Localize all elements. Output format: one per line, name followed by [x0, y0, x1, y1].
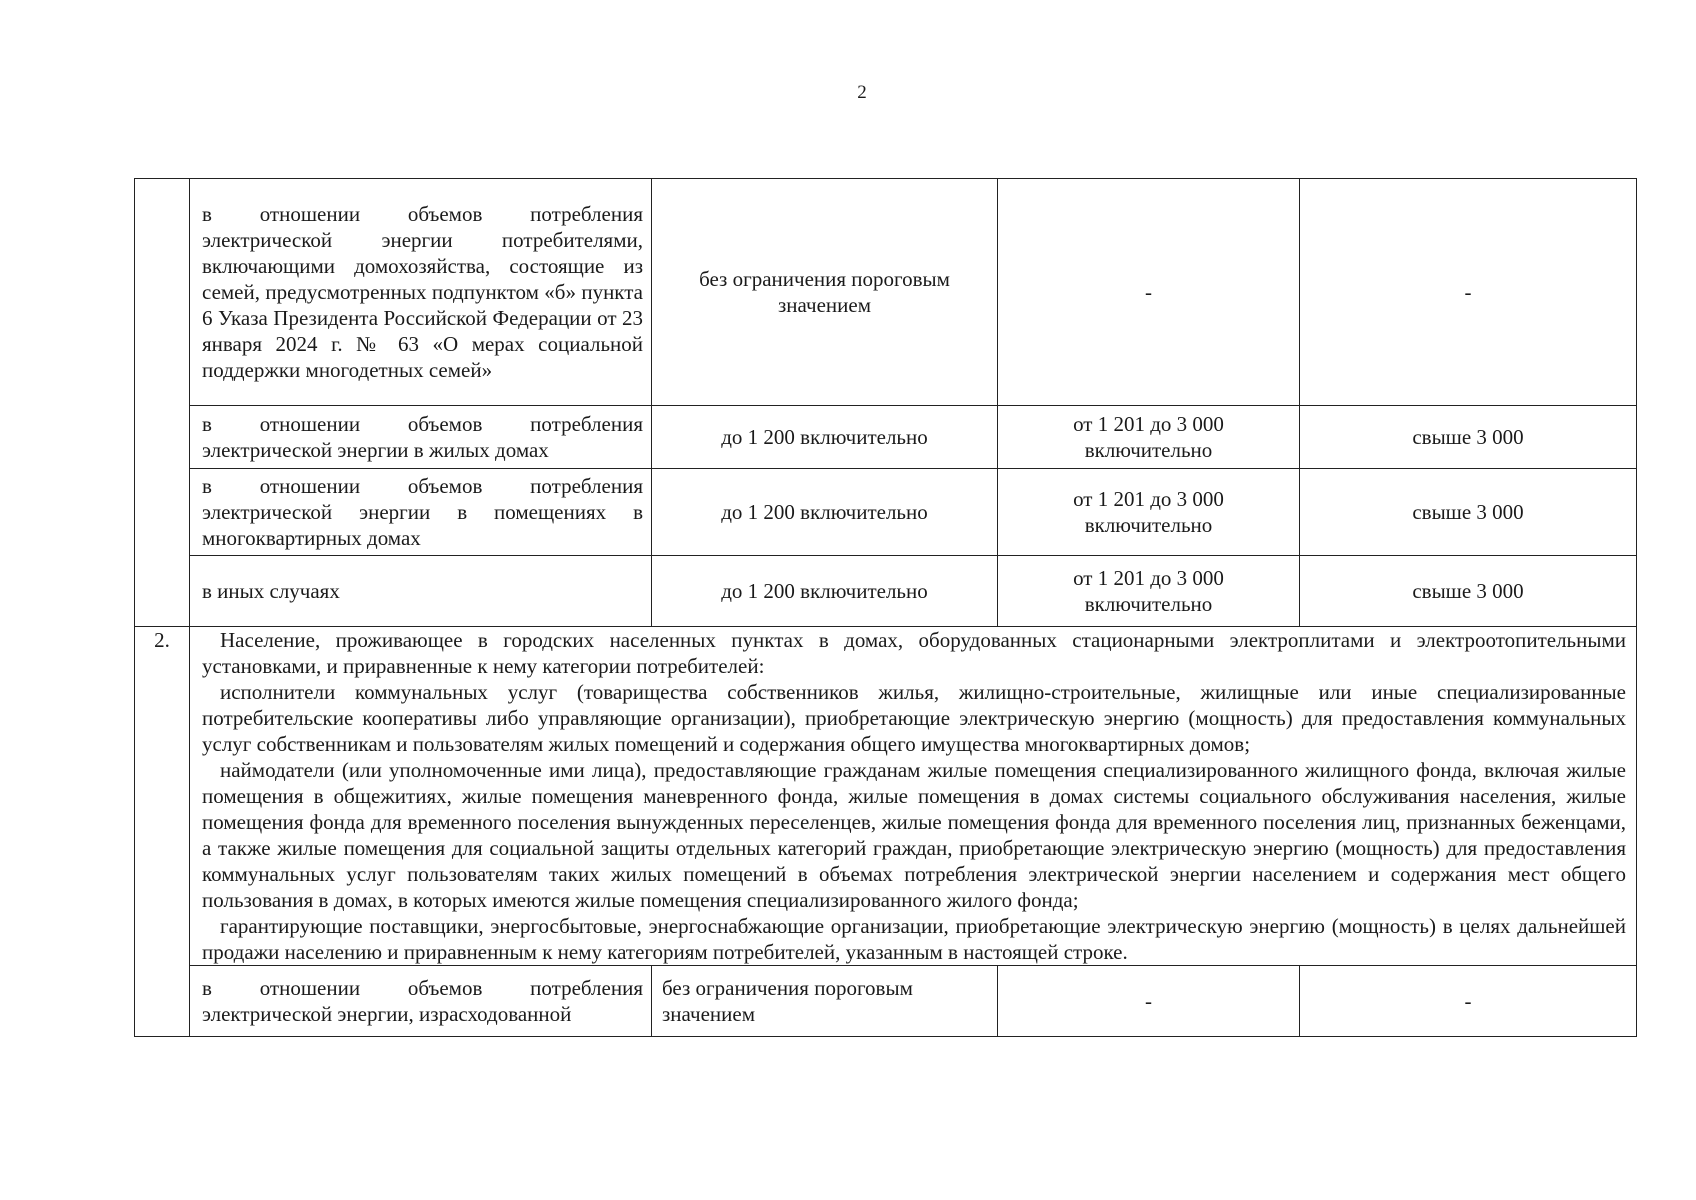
range-1-cell: до 1 200 включительно	[652, 406, 998, 469]
range-1-cell: до 1 200 включительно	[652, 556, 998, 627]
table-row	[135, 469, 1637, 556]
row-description: в отношении объемов потребления электрической энергии в жилых домах	[190, 406, 652, 469]
range-1-cell: без ограничения пороговым значением	[652, 966, 998, 1037]
section-paragraph: Население, проживающее в городских населенных пунктах в домах, оборудованных стационарными электроплитами и электроотопительными установками, и приравненные к нему категории потребителей:	[202, 628, 1626, 678]
table-row	[135, 556, 1637, 627]
range-3-cell: свыше 3 000	[1300, 556, 1637, 627]
number-cell-empty	[135, 179, 190, 627]
range-2-cell: от 1 201 до 3 000 включительно	[998, 406, 1300, 469]
section-paragraph: исполнители коммунальных услуг (товарищества собственников жилья, жилищно-строительные, жилищные или иные специализированные потребительские кооперативы либо управляющие организации), приобретающие электрическую энергию (мощность) для предоставления коммунальных услуг собственникам и пользователям жилых помещений и содержания общего имущества многоквартирных домов;	[202, 680, 1626, 756]
range-3-cell: свыше 3 000	[1300, 469, 1637, 556]
row-description: в отношении объемов потребления электрической энергии в помещениях в многоквартирных домах	[190, 469, 652, 556]
section-paragraph: наймодатели (или уполномоченные ими лица), предоставляющие гражданам жилые помещения специализированного жилищного фонда, включая жилые помещения в общежитиях, жилые помещения маневренного фонда, жилые помещения в домах системы социального обслуживания населения, жилые помещения фонда для временного поселения вынужденных переселенцев, жилые помещения фонда для временного поселения лиц, признанных беженцами, а также жилые помещения для социальной защиты отдельных категорий граждан, приобретающие электрическую энергию (мощность) для предоставления коммунальных услуг пользователям таких жилых помещений в объемах потребления электрической энергии населением и содержания мест общего пользования в домах, в которых имеются жилые помещения специализированного жилого фонда;	[202, 758, 1626, 912]
row-description: в отношении объемов потребления электрической энергии, израсходованной	[190, 966, 652, 1037]
table-row	[135, 179, 1637, 406]
table-row	[135, 406, 1637, 469]
row-description: в иных случаях	[190, 556, 652, 627]
section-number: 2.	[135, 627, 190, 1037]
page-number: 2	[857, 82, 867, 103]
row-description: в отношении объемов потребления электрической энергии потребителями, включающими домохозяйства, состоящие из семей, предусмотренных подпунктом «б» пункта 6 Указа Президента Российской Федерации от 23 января 2024 г. № 63 «О мерах социальной поддержки многодетных семей»	[190, 179, 652, 406]
range-1-cell: без ограничения пороговым значением	[652, 179, 998, 406]
range-2-cell: -	[998, 179, 1300, 406]
range-2-cell: от 1 201 до 3 000 включительно	[998, 556, 1300, 627]
section-row	[135, 627, 1637, 966]
section-text	[190, 627, 1637, 966]
tariff-table	[134, 178, 1637, 1037]
range-3-cell: -	[1300, 966, 1637, 1037]
table-row	[135, 966, 1637, 1037]
section-paragraph: гарантирующие поставщики, энергосбытовые, энергоснабжающие организации, приобретающие электрическую энергию (мощность) в целях дальнейшей продажи населению и приравненным к нему категориям потребителей, указанным в настоящей строке.	[202, 914, 1626, 964]
range-3-cell: свыше 3 000	[1300, 406, 1637, 469]
range-2-cell: от 1 201 до 3 000 включительно	[998, 469, 1300, 556]
range-2-cell: -	[998, 966, 1300, 1037]
range-1-cell: до 1 200 включительно	[652, 469, 998, 556]
range-3-cell: -	[1300, 179, 1637, 406]
